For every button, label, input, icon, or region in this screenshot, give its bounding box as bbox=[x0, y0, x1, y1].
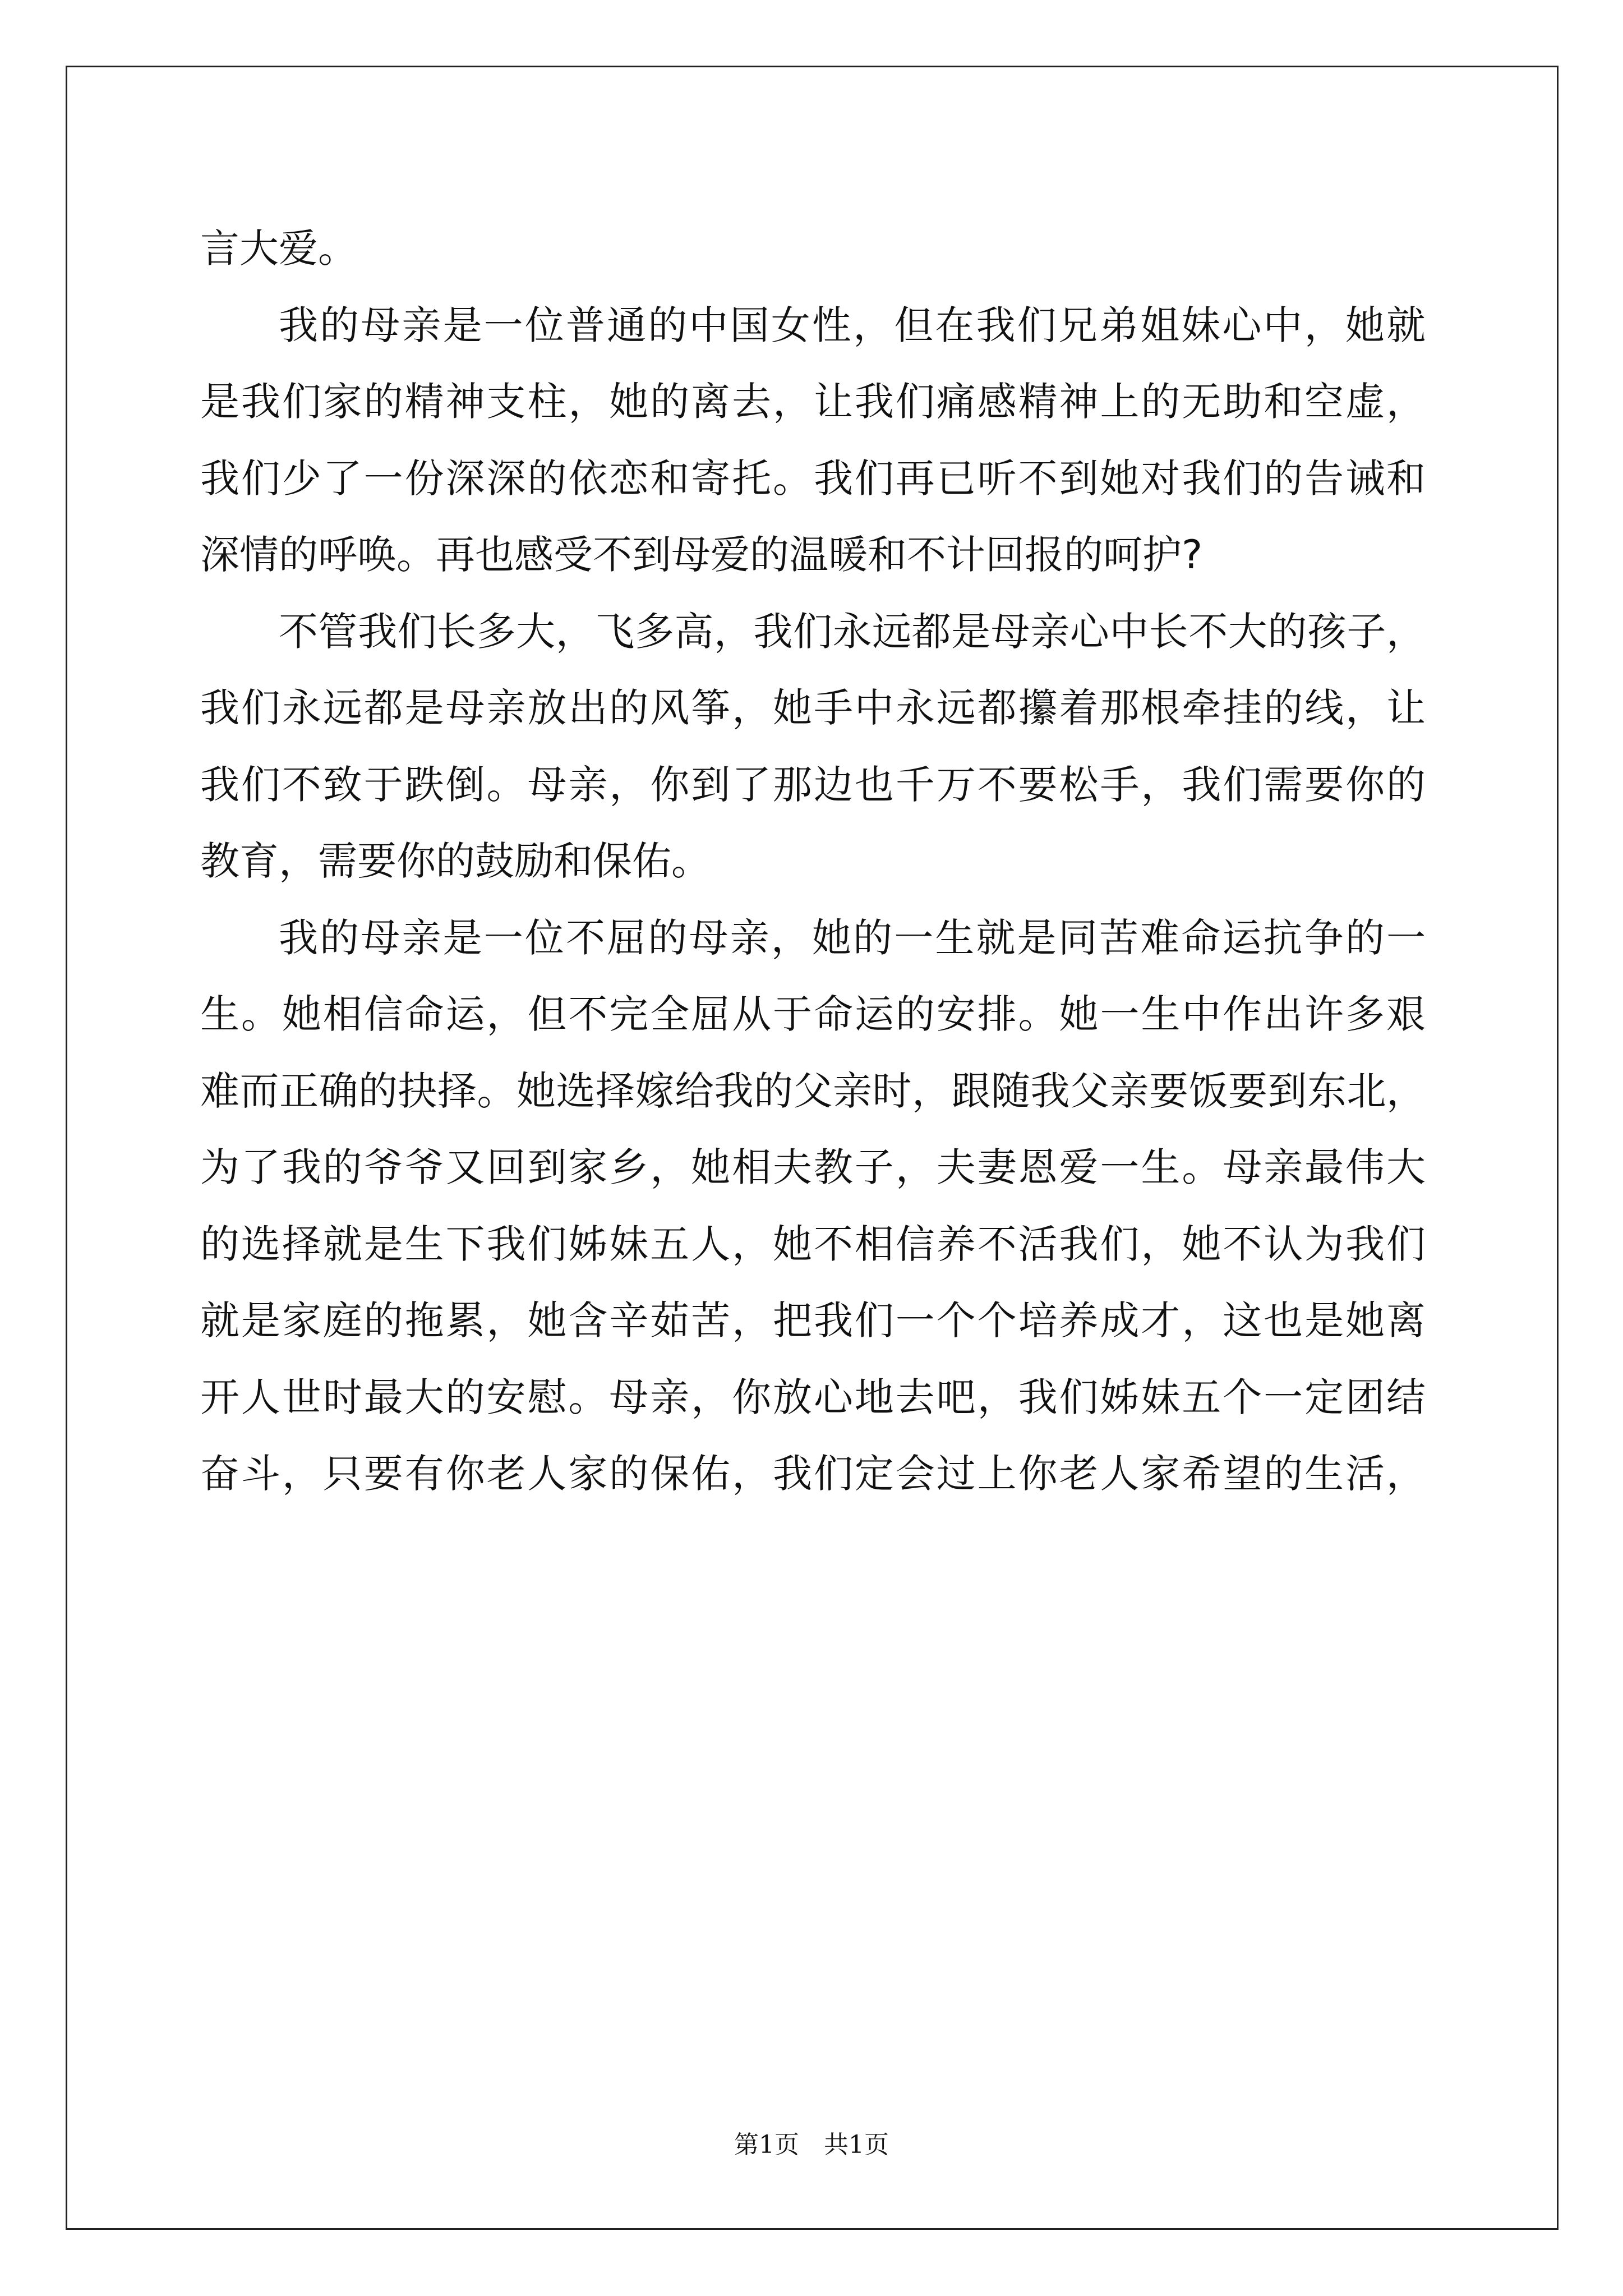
text-line: 我们不致于跌倒。母亲，你到了那边也千万不要松手，我们需要你的 bbox=[200, 761, 1426, 808]
page-number-footer: 第1页 共1页 bbox=[734, 2131, 889, 2159]
text-line: 难而正确的抉择。她选择嫁给我的父亲时，跟随我父亲要饭要到东北， bbox=[200, 1068, 1426, 1114]
text-line: 就是家庭的拖累，她含辛茹苦，把我们一个个培养成才，这也是她离 bbox=[200, 1297, 1426, 1343]
text-line: 教育，需要你的鼓励和保佑。 bbox=[200, 838, 711, 884]
text-line: 开人世时最大的安慰。母亲，你放心地去吧，我们姊妹五个一定团结 bbox=[200, 1374, 1426, 1420]
text-line: 生。她相信命运，但不完全屈从于命运的安排。她一生中作出许多艰 bbox=[200, 991, 1426, 1037]
text-line: 的选择就是生下我们姊妹五人，她不相信养不活我们，她不认为我们 bbox=[200, 1221, 1426, 1267]
text-line: 不管我们长多大，飞多高，我们永远都是母亲心中长不大的孩子， bbox=[279, 608, 1426, 655]
text-line: 我们永远都是母亲放出的风筝，她手中永远都攥着那根牵挂的线，让 bbox=[200, 685, 1426, 731]
text-line: 为了我的爷爷又回到家乡，她相夫教子，夫妻恩爱一生。母亲最伟大 bbox=[200, 1144, 1426, 1190]
text-line: 奋斗，只要有你老人家的保佑，我们定会过上你老人家希望的生活， bbox=[200, 1451, 1426, 1497]
text-line: 言大爱。 bbox=[200, 226, 357, 272]
text-line: 深情的呼唤。再也感受不到母爱的温暖和不计回报的呵护? bbox=[200, 532, 1203, 578]
text-line: 我的母亲是一位不屈的母亲，她的一生就是同苦难命运抗争的一 bbox=[279, 914, 1426, 961]
text-line: 我们少了一份深深的依恋和寄托。我们再已听不到她对我们的告诫和 bbox=[200, 455, 1426, 501]
text-line: 是我们家的精神支柱，她的离去，让我们痛感精神上的无助和空虚， bbox=[200, 379, 1426, 425]
text-line: 我的母亲是一位普通的中国女性，但在我们兄弟姐妹心中，她就 bbox=[279, 302, 1426, 348]
document-body bbox=[200, 210, 1426, 1512]
